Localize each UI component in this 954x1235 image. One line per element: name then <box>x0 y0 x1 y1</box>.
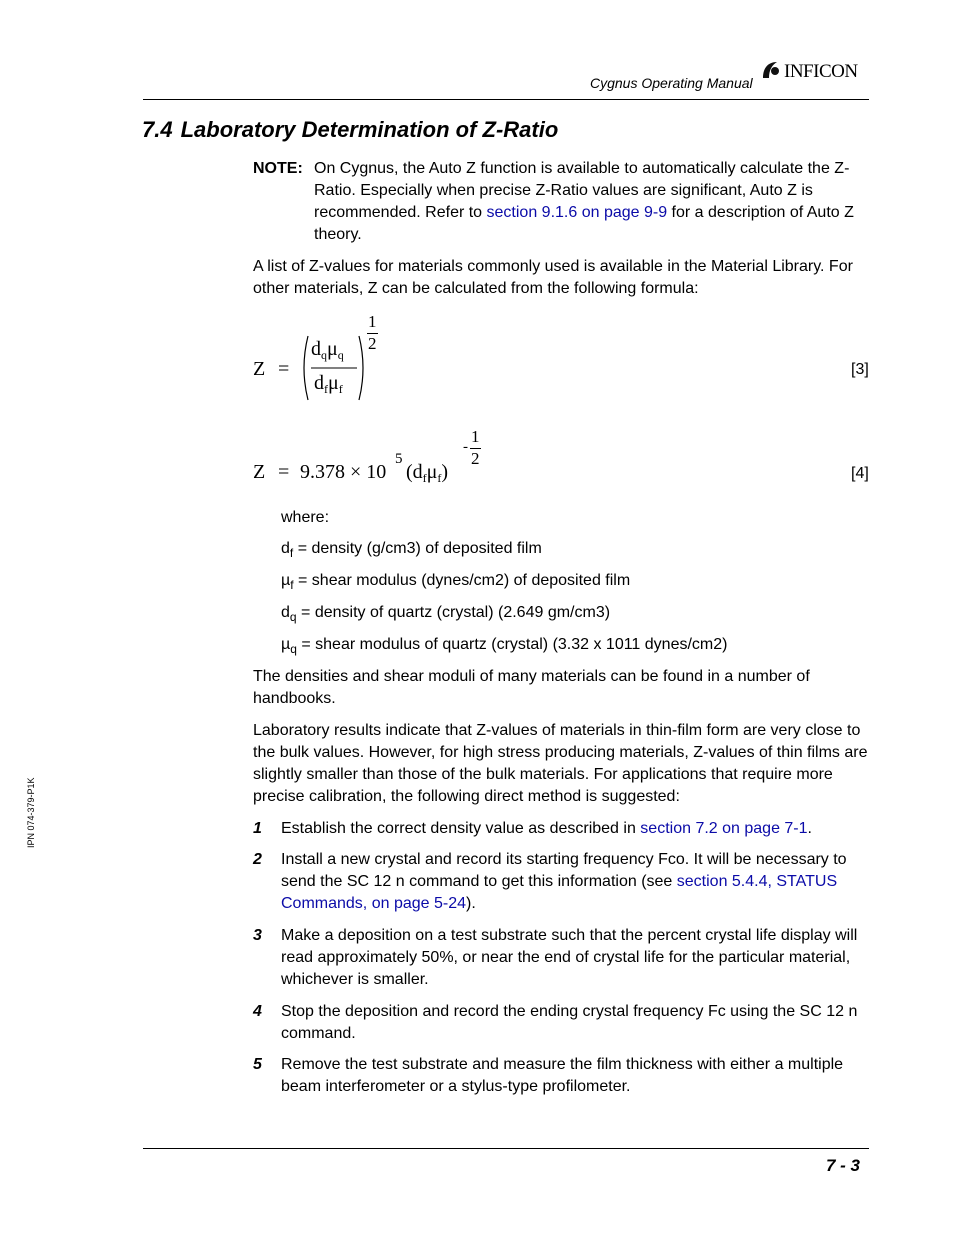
step-item: 2 Install a new crystal and record its starting frequency Fco. It will be necessary to send the SC 12 n command to get this information (see section 5.4.4, STATUS Commands, on page 5-24). <box>253 851 847 912</box>
footer-rule <box>143 1148 869 1149</box>
inficon-logo-icon <box>760 60 780 80</box>
step-number: 1 <box>253 820 262 837</box>
step-item: 5 Remove the test substrate and measure the film thickness with either a multiple beam interferometer or a stylus-type profilometer. <box>253 1056 844 1095</box>
page-number: 7 - 3 <box>826 1156 861 1175</box>
step-number: 5 <box>253 1056 262 1073</box>
inficon-logo <box>760 58 875 84</box>
where-item: µ$_f$ = shear modulus (dynes/cm2) of deposited film <box>281 572 631 592</box>
note-block <box>253 158 869 246</box>
intro-paragraph: A list of Z-values for materials commonly used is available in the Material Library. For other materials, Z can be calculated from the following formula: <box>253 258 853 297</box>
step-number: 3 <box>253 927 262 944</box>
step-number: 4 <box>253 1003 262 1020</box>
note-text: On Cygnus, the Auto Z function is available to automatically calculate the Z-Ratio. Especially when precise Z-Ratio values are significant, Auto Z is recommended. Refer to section 9.1.6 on page 9-9 for a description of Auto Z theory. <box>314 160 854 243</box>
note-label: NOTE: <box>253 160 303 177</box>
equation-number-4: [4] <box>851 465 869 482</box>
equation-number-3: [3] <box>851 361 869 378</box>
step-item: 4 Stop the deposition and record the ending crystal frequency Fc using the SC 12 n command. <box>253 1003 858 1042</box>
eq4-exponent-numerator: 1 <box>471 427 480 446</box>
document-id: IPN 074-379-P1K <box>26 777 36 848</box>
eq4-exponent-denominator: 2 <box>471 449 480 468</box>
laboratory-paragraph: Laboratory results indicate that Z-values of materials in thin-film form are very close to the bulk values. However, for high stress producing materials, Z-values of thin films are slightly smaller than those of the bulk materials. For applications that require more precise calibration, the following direct method is suggested: <box>253 722 868 805</box>
section-number: 7.4 <box>142 117 173 142</box>
where-label: where: <box>281 509 330 526</box>
step-number: 2 <box>253 851 262 868</box>
manual-title: Cygnus Operating Manual <box>590 75 753 91</box>
step-item: 1 Establish the correct density value as described in section 7.2 on page 7-1. <box>253 818 869 840</box>
handbooks-paragraph: The densities and shear moduli of many materials can be found in a number of handbooks. <box>253 668 810 707</box>
eq3-numerator: $d_q\mu_q$ <box>311 338 344 362</box>
step-1-section-link[interactable]: section 7.2 on page 7-1 <box>640 820 808 837</box>
eq3-denominator: $d_f\mu_f$ <box>314 372 343 396</box>
eq3-exponent-denominator: 2 <box>368 334 377 353</box>
section-title: Laboratory Determination of Z-Ratio <box>180 117 559 142</box>
section-heading <box>142 117 558 143</box>
step-item: 3 Make a deposition on a test substrate such that the percent crystal life display will read approximately 50%, or near the end of crystal life for the particular material, whichever is smaller. <box>253 927 858 988</box>
eq3-exponent-numerator: 1 <box>368 312 377 331</box>
where-item: µ$_q$ = shear modulus of quartz (crystal) (3.32 x 1011 dynes/cm2) <box>281 636 728 656</box>
note-section-link[interactable]: section 9.1.6 on page 9-9 <box>486 204 668 221</box>
logo-text: INFICON <box>784 61 858 82</box>
step-2-section-link[interactable]: section 5.4.4, STATUS Commands, on page 5-24 <box>281 873 838 912</box>
eq4-term: $(d_f\mu_f)$ <box>406 461 449 485</box>
where-item: $d_q$ = density of quartz (crystal) (2.649 gm/cm3) <box>281 604 611 624</box>
equation-3: Z = $d_q\mu_q$ $d_f\mu_f$ 1 2 <box>253 312 403 404</box>
header-rule <box>143 99 869 100</box>
equation-4: Z = 9.378 × 10 5 $(d_f\mu_f)$ - 1 2 <box>253 427 480 485</box>
where-item: $d_f$ = density (g/cm3) of deposited film <box>281 540 542 560</box>
